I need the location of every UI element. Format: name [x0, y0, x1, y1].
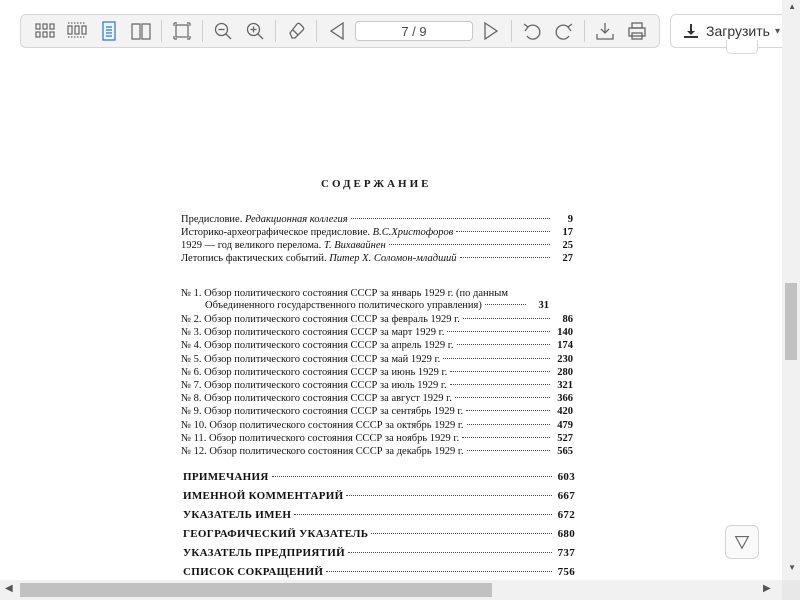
toc-item-text: ИМЕННОЙ КОММЕНТАРИЙ	[183, 490, 344, 502]
toc-item-author: Т. Вихавайнен	[323, 240, 386, 251]
vertical-scrollbar[interactable]	[782, 0, 800, 580]
thumbnails-grid-icon[interactable]	[32, 18, 58, 44]
toc-item	[183, 566, 575, 578]
toc-leader	[455, 397, 550, 398]
toc-item-page: 565	[557, 446, 573, 457]
toc-item-text: № 10. Обзор политического состояния СССР за октябрь 1929 г.	[181, 419, 464, 431]
hidden-panel-edge	[726, 40, 758, 54]
toc-item-page: 527	[557, 432, 573, 444]
toc-item-text: СПИСОК СОКРАЩЕНИЙ	[183, 566, 324, 578]
next-page-icon[interactable]	[478, 18, 504, 44]
toc-item-author: В.С.Христофоров	[372, 227, 454, 238]
toc-item-page: 27	[562, 253, 573, 264]
toc-item	[181, 314, 573, 325]
toc-leader	[346, 495, 552, 496]
toc-item-text: Предисловие. Редакционная коллегия	[181, 214, 348, 225]
two-page-icon[interactable]	[128, 18, 154, 44]
download-label: Загрузить	[706, 23, 770, 39]
page-number-field[interactable]	[355, 21, 473, 41]
toc-leader	[389, 244, 550, 245]
toc-item	[183, 547, 575, 559]
scroll-left-arrow-icon[interactable]: ◀	[5, 583, 13, 594]
toolbar-separator	[275, 20, 276, 42]
toc-item	[205, 300, 549, 311]
toc-item-page: 230	[557, 353, 573, 365]
toc-item-text: № 12. Обзор политического состояния СССР за декабрь 1929 г.	[181, 446, 464, 457]
toc-item-page: 603	[557, 471, 575, 483]
toc-item-page: 672	[557, 509, 575, 521]
rotate-left-icon[interactable]	[519, 18, 545, 44]
horizontal-scroll-thumb[interactable]	[20, 583, 492, 597]
toc-item-page: 17	[562, 227, 573, 238]
rotate-right-icon[interactable]	[551, 18, 577, 44]
toc-item-text: № 11. Обзор политического состояния СССР за ноябрь 1929 г.	[181, 432, 460, 444]
toc-item-text: ПРИМЕЧАНИЯ	[183, 471, 269, 483]
toc-item-author: Питер Х. Соломон-младший	[329, 253, 457, 264]
toc-item-text: № 5. Обзор политического состояния СССР за май 1929 г.	[181, 353, 441, 365]
toc-item	[181, 240, 573, 251]
toc-item-page: 140	[557, 327, 573, 339]
toolbar-separator	[316, 20, 317, 42]
toc-item	[181, 380, 573, 391]
toc-item	[181, 214, 573, 225]
toolbar-separator	[202, 20, 203, 42]
scrollbar-corner	[782, 580, 800, 600]
scroll-down-button[interactable]	[725, 525, 759, 559]
chevron-down-icon: ▾	[774, 25, 780, 37]
document-page	[165, 168, 595, 580]
toc-item-page: 25	[562, 240, 573, 251]
toc-item	[181, 433, 573, 444]
download-icon[interactable]	[592, 18, 618, 44]
toc-item-page: 86	[562, 314, 573, 325]
toolbar-separator	[584, 20, 585, 42]
toolbar-separator	[511, 20, 512, 42]
toc-item-page: 479	[557, 419, 573, 431]
toc-leader	[348, 552, 552, 553]
single-page-icon[interactable]	[96, 18, 122, 44]
scroll-up-arrow-icon[interactable]: ▲	[788, 2, 796, 11]
toc-item-page: 756	[557, 566, 575, 578]
toc-item	[183, 490, 575, 502]
toc-item-page: 680	[557, 528, 575, 540]
toc-item	[181, 354, 573, 365]
toc-item-text: № 6. Обзор политического состояния СССР за июнь 1929 г.	[181, 366, 448, 378]
toc-leader	[272, 476, 552, 477]
toc-leader	[443, 358, 550, 359]
triangle-down-icon	[733, 533, 751, 551]
toc-item-page: 174	[557, 340, 573, 352]
zoom-in-icon[interactable]	[242, 18, 268, 44]
toc-leader	[462, 437, 550, 438]
toc-item-page: 667	[557, 490, 575, 502]
toc-leader	[463, 318, 550, 319]
page-title: СОДЕРЖАНИЕ	[321, 178, 432, 190]
toc-item-text: № 4. Обзор политического состояния СССР за апрель 1929 г.	[181, 340, 454, 352]
scroll-right-arrow-icon[interactable]: ▶	[763, 583, 771, 594]
toc-leader	[450, 384, 550, 385]
toc-item	[181, 227, 573, 238]
toc-item	[183, 509, 575, 521]
toc-item	[181, 420, 573, 431]
toc-item	[181, 340, 573, 351]
scroll-down-arrow-icon[interactable]: ▼	[788, 563, 796, 572]
toc-leader	[485, 304, 526, 305]
toc-leader	[457, 344, 550, 345]
toc-item-text: 1929 — год великого перелома. Т. Вихавайнен	[181, 240, 386, 251]
toc-item	[181, 327, 573, 338]
toc-item-text: № 1. Обзор политического состояния СССР за январь 1929 г. (по данным	[181, 288, 508, 299]
toc-item-text: Историко-археографическое предисловие. В.С.Христофоров	[181, 227, 454, 238]
toc-item-page: 420	[557, 406, 573, 418]
pdf-toolbar	[20, 14, 660, 48]
toc-leader	[326, 571, 552, 572]
toc-item	[181, 406, 573, 417]
toc-leader	[294, 514, 552, 515]
toc-item-text: Летопись фактических событий. Питер Х. Соломон-младший	[181, 253, 457, 264]
toc-item-text: № 3. Обзор политического состояния СССР за март 1929 г.	[181, 327, 445, 339]
toc-item-text: УКАЗАТЕЛЬ ПРЕДПРИЯТИЙ	[183, 547, 345, 559]
toc-leader	[460, 257, 551, 258]
toc-leader	[467, 450, 550, 451]
toc-item	[183, 471, 575, 483]
toc-item-text: ГЕОГРАФИЧЕСКИЙ УКАЗАТЕЛЬ	[183, 528, 369, 540]
horizontal-scrollbar[interactable]	[0, 580, 782, 600]
download-arrow-icon	[683, 23, 699, 39]
zoom-out-icon[interactable]	[210, 18, 236, 44]
print-icon[interactable]	[624, 18, 650, 44]
toc-item	[183, 528, 575, 540]
toc-item-page: 280	[557, 366, 573, 378]
toc-item-page: 321	[557, 380, 573, 391]
toc-item	[181, 288, 549, 299]
eraser-icon[interactable]	[283, 18, 309, 44]
toc-item-text: № 9. Обзор политического состояния СССР за сентябрь 1929 г.	[181, 406, 464, 418]
toc-item-text: № 8. Обзор политического состояния СССР за август 1929 г.	[181, 393, 452, 405]
toc-item-page: 9	[567, 214, 573, 225]
toc-item-text: № 2. Обзор политического состояния СССР за февраль 1929 г.	[181, 314, 460, 325]
toc-leader	[466, 410, 550, 411]
toc-leader	[450, 371, 550, 372]
fit-page-icon[interactable]	[169, 18, 195, 44]
toc-item-author: Редакционная коллегия	[244, 214, 348, 225]
thumbnails-row-icon[interactable]	[64, 18, 90, 44]
prev-page-icon[interactable]	[324, 18, 350, 44]
toc-leader	[371, 533, 552, 534]
toc-item-page: 31	[538, 300, 549, 311]
toc-item-text: Объединенного государственного политического управления)	[205, 300, 482, 311]
page-number-input[interactable]	[356, 24, 472, 39]
toc-item-text: № 7. Обзор политического состояния СССР за июль 1929 г.	[181, 380, 447, 391]
toc-leader	[351, 218, 550, 219]
toc-leader	[467, 424, 550, 425]
toc-item-page: 366	[557, 393, 573, 405]
toc-item	[181, 367, 573, 378]
vertical-scroll-thumb[interactable]	[785, 283, 797, 360]
toc-leader	[447, 331, 550, 332]
toc-item	[181, 393, 573, 404]
toolbar-separator	[161, 20, 162, 42]
toc-item-page: 737	[557, 547, 575, 559]
toc-leader	[456, 231, 550, 232]
toc-item	[181, 446, 573, 457]
toc-item	[181, 253, 573, 264]
toc-item-text: УКАЗАТЕЛЬ ИМЕН	[183, 509, 292, 521]
